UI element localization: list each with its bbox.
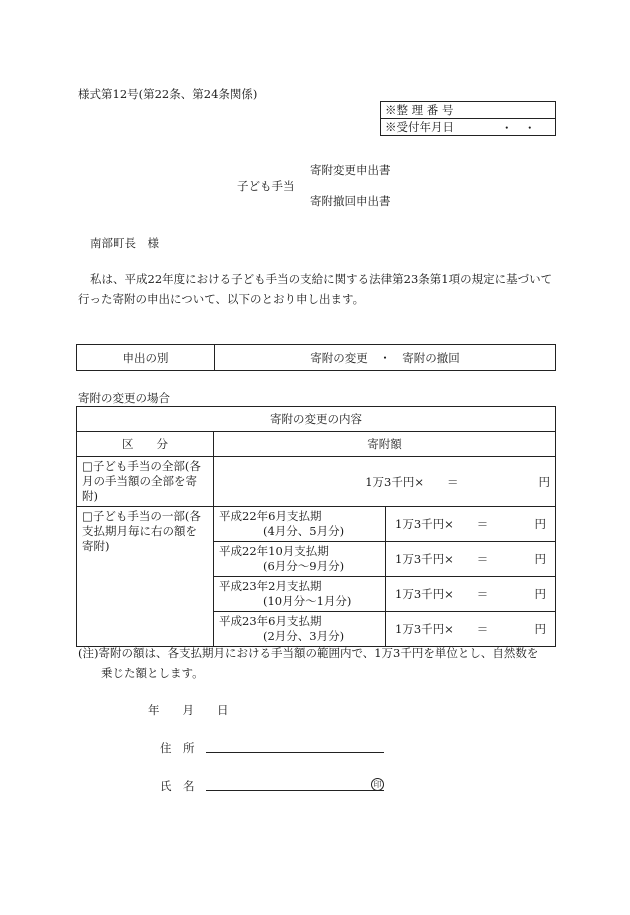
period-4-name: 平成23年6月支払期 bbox=[219, 614, 322, 628]
period-3-unit: 円 bbox=[534, 587, 546, 601]
period-1-formula: 1万3千円× ＝ bbox=[395, 517, 489, 531]
change-table-header: 寄附の変更の内容 bbox=[77, 407, 556, 432]
period-1-unit: 円 bbox=[534, 517, 546, 531]
period-1-name: 平成22年6月支払期 bbox=[219, 509, 322, 523]
period-1 bbox=[214, 507, 386, 542]
name-line bbox=[206, 790, 384, 791]
address-line bbox=[206, 752, 384, 753]
request-type-label: 申出の別 bbox=[77, 345, 215, 371]
change-case-label: 寄附の変更の場合 bbox=[78, 391, 170, 405]
period-2-unit: 円 bbox=[534, 552, 546, 566]
period-3-formula: 1万3千円× ＝ bbox=[395, 587, 489, 601]
received-date-cell bbox=[381, 119, 556, 136]
period-2 bbox=[214, 542, 386, 577]
period-4-months: (2月分、3月分) bbox=[263, 629, 345, 643]
note-line-1: (注)寄附の額は、各支払期月における手当額の範囲内で、1万3千円を単位とし、自然数を bbox=[78, 646, 539, 660]
option-full-donation: □子ども手当の全部(各月の手当額の全部を寄附) bbox=[77, 457, 214, 507]
column-category: 区 分 bbox=[77, 432, 214, 457]
name-label: 氏 名 bbox=[160, 779, 195, 793]
period-3-name: 平成23年2月支払期 bbox=[219, 579, 322, 593]
intro-line-2: 行った寄附の申出について、以下のとおり申し出ます。 bbox=[78, 292, 365, 306]
period-4-amount bbox=[386, 612, 556, 647]
period-1-months: (4月分、5月分) bbox=[263, 524, 345, 538]
full-amount-cell bbox=[214, 457, 556, 507]
request-type-options: 寄附の変更 ・ 寄附の撤回 bbox=[215, 345, 556, 371]
note-line-2: 乗じた額とします。 bbox=[101, 666, 204, 680]
received-date-dots: ・ ・ bbox=[501, 121, 536, 135]
period-1-amount bbox=[386, 507, 556, 542]
change-table bbox=[76, 406, 556, 647]
registry-box bbox=[380, 101, 556, 136]
date-label: 年 月 日 bbox=[148, 703, 229, 717]
period-2-amount bbox=[386, 542, 556, 577]
period-4-formula: 1万3千円× ＝ bbox=[395, 622, 489, 636]
period-3-amount bbox=[386, 577, 556, 612]
management-number-label: ※整 理 番 号 bbox=[381, 102, 556, 119]
seal-mark: 印 bbox=[371, 778, 384, 791]
form-number: 様式第12号(第22条、第24条関係) bbox=[78, 87, 258, 101]
intro-line-1: 私は、平成22年度における子ども手当の支給に関する法律第23条第1項の規定に基づいて bbox=[90, 272, 553, 286]
address-label: 住 所 bbox=[160, 741, 195, 755]
request-type-table bbox=[76, 344, 556, 371]
title-line-withdraw: 寄附撤回申出書 bbox=[310, 194, 391, 208]
title-prefix: 子ども手当 bbox=[237, 179, 295, 193]
period-3-months: (10月分〜1月分) bbox=[263, 594, 352, 608]
period-4-unit: 円 bbox=[534, 622, 546, 636]
column-amount: 寄附額 bbox=[214, 432, 556, 457]
period-2-name: 平成22年10月支払期 bbox=[219, 544, 329, 558]
addressee: 南部町長 様 bbox=[90, 236, 159, 250]
received-date-label: ※受付年月日 bbox=[385, 120, 454, 134]
period-3 bbox=[214, 577, 386, 612]
option-partial-donation: □子ども手当の一部(各支払期月毎に右の額を寄附) bbox=[77, 507, 214, 647]
full-amount-formula: 1万3千円× ＝ bbox=[365, 474, 459, 489]
full-amount-unit: 円 bbox=[538, 474, 550, 489]
period-4 bbox=[214, 612, 386, 647]
title-line-change: 寄附変更申出書 bbox=[310, 163, 391, 177]
period-2-formula: 1万3千円× ＝ bbox=[395, 552, 489, 566]
period-2-months: (6月分〜9月分) bbox=[263, 559, 345, 573]
